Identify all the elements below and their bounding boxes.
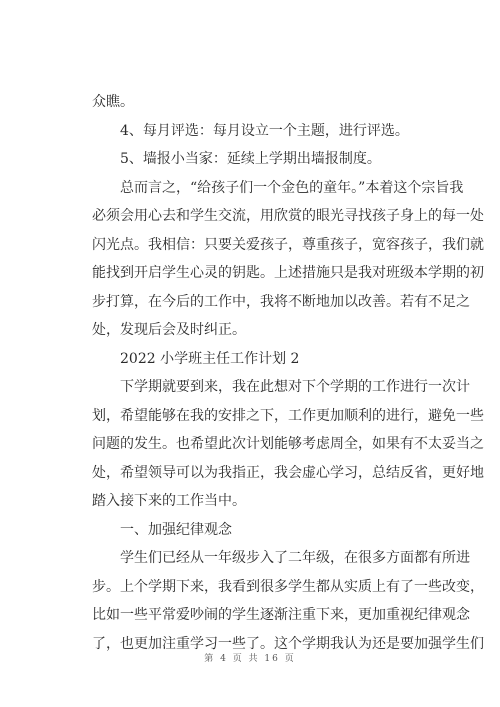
text-line-4: 总而言之，“给孩子们一个金色的童年。”本着这个宗旨我: [120, 179, 464, 196]
text-line-14: 处，希望领导可以为我指正，我会虚心学习，总结反省，更好地: [92, 464, 484, 481]
text-line-6: 闪光点。我相信：只要关爱孩子，尊重孩子，宽容孩子，我们就: [92, 236, 484, 253]
section-heading: 2022 小学班主任工作计划 2: [120, 350, 300, 367]
text-line-15: 踏入接下来的工作当中。: [92, 493, 246, 509]
text-line-3: 5、墙报小当家：延续上学期出墙报制度。: [120, 151, 381, 167]
text-line-5: 必须会用心去和学生交流，用欣赏的眼光寻找孩子身上的每一处: [92, 208, 484, 224]
subsection-heading: 一、加强纪律观念: [120, 521, 232, 538]
text-line-12: 划，希望能够在我的安排之下，工作更加顺利的进行，避免一些: [92, 407, 484, 424]
page-number-footer: 第 4 页 共 16 页: [204, 654, 296, 664]
document-body: [92, 88, 484, 658]
text-line-7: 能找到开启学生心灵的钥匙。上述措施只是我对班级本学期的初: [92, 265, 484, 281]
text-line-20: 了，也更加注重学习一些了。这个学期我认为还是要加强学生们: [92, 635, 484, 652]
text-line-1: 众瞧。: [92, 94, 134, 110]
text-line-19: 比如一些平常爱吵闹的学生逐渐注重下来，更加重视纪律观念: [92, 607, 470, 623]
text-line-8: 步打算，在今后的工作中，我将不断地加以改善。若有不足之: [92, 293, 470, 310]
text-line-2: 4、每月评选：每月设立一个主题，进行评选。: [120, 122, 409, 139]
text-line-13: 问题的发生。也希望此次计划能够考虑周全，如果有不太妥当之: [92, 436, 484, 452]
text-line-9: 处，发现后会及时纠正。: [92, 322, 246, 338]
text-line-11: 下学期就要到来，我在此想对下个学期的工作进行一次计: [120, 379, 470, 395]
text-line-18: 步。上个学期下来，我看到很多学生都从实质上有了一些改变，: [92, 578, 484, 595]
text-line-17: 学生们已经从一年级步入了二年级，在很多方面都有所进: [120, 550, 470, 566]
